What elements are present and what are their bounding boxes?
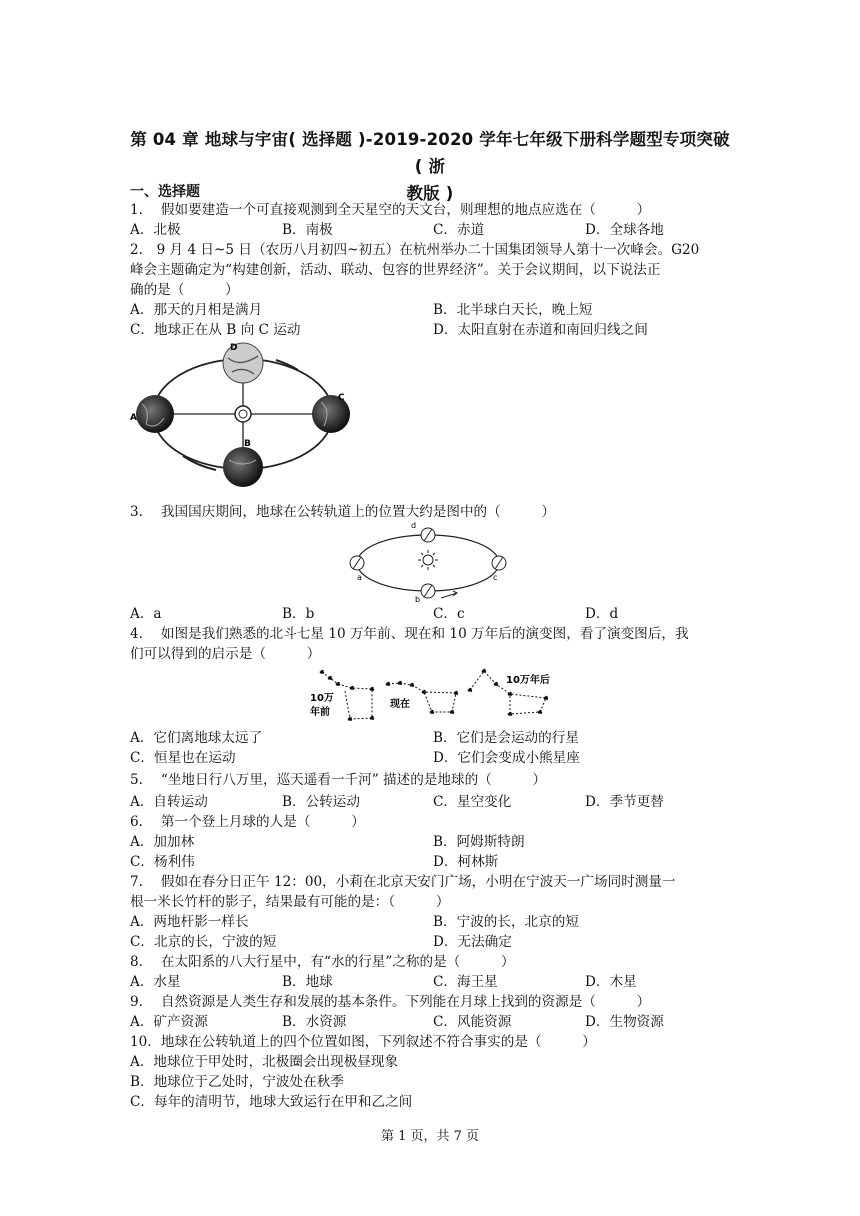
q3-label-a: a	[357, 573, 362, 582]
q3-label-b: b	[415, 595, 421, 604]
sun-icon	[418, 550, 438, 570]
q7-option-a: A．两地杆影一样长	[130, 914, 249, 930]
q9-option-d: D．生物资源	[585, 1014, 664, 1030]
q10-option-c: C．每年的清明节，地球大致运行在甲和乙之间	[130, 1094, 413, 1110]
q4-option-d: D．它们会变成小熊星座	[433, 750, 580, 766]
q8-option-c: C．海王星	[433, 974, 498, 990]
q6-option-d: D．柯林斯	[433, 854, 499, 870]
q4-stem-line-1: 4. 如图是我们熟悉的北斗七星 10 万年前、现在和 10 万年后的演变图，看了演变图后，我	[130, 626, 689, 642]
q9-option-c: C．风能资源	[433, 1014, 512, 1030]
q4-label-now: 现在	[390, 699, 410, 710]
q1-option-b: B．南极	[282, 222, 333, 238]
q3-label-d: d	[411, 521, 417, 530]
q10-option-b: B．地球位于乙处时，宁波处在秋季	[130, 1074, 344, 1090]
q5-option-c: C．星空变化	[433, 794, 512, 810]
document-title	[128, 126, 732, 207]
q2-label-b: B	[244, 439, 251, 449]
q3-earth-b	[421, 584, 435, 598]
q5-stem: 5. “坐地日行八万里，巡天遥看一千河” 描述的是地球的（ ）	[130, 772, 547, 788]
q4-option-b: B．它们是会运动的行星	[433, 730, 579, 746]
q3-option-b: B．b	[282, 606, 315, 622]
q2-orbit-figure	[128, 338, 358, 498]
q3-option-d: D．d	[585, 606, 619, 622]
q8-option-d: D．木星	[585, 974, 637, 990]
q6-option-a: A．加加林	[130, 834, 195, 850]
q1-stem: 1. 假如要建造一个可直接观测到全天星空的天文台，则理想的地点应选在（ ）	[130, 202, 651, 218]
q2-earth-a	[136, 395, 174, 433]
q2-stem-line-1: 2. 9 月 4 日~5 日（农历八月初四~初五）在杭州举办二十国集团领导人第十一次峰会。G20	[130, 242, 700, 258]
q1-option-c: C．赤道	[433, 222, 485, 238]
q7-stem-line-1: 7. 假如在春分日正午 12：00，小莉在北京天安门广场，小明在宁波天一广场同时测量一	[130, 874, 676, 890]
q2-stem-line-3: 确的是（ ）	[130, 282, 239, 298]
q2-label-c: C	[338, 393, 345, 403]
q3-direction-arrow	[441, 593, 457, 598]
q2-label-a: A	[130, 413, 137, 423]
q4-big-dipper-figure	[300, 664, 560, 726]
q10-stem: 10．地球在公转轨道上的四个位置如图，下列叙述不符合事实的是（ ）	[130, 1034, 596, 1050]
q2-option-c: C．地球正在从 B 向 C 运动	[130, 322, 301, 338]
q4-label-future: 10万年后	[506, 675, 550, 686]
q10-option-a: A．地球位于甲处时，北极圈会出现极昼现象	[130, 1054, 399, 1070]
q4-stem-line-2: 们可以得到的启示是（ ）	[130, 646, 321, 662]
q2-stem-line-2: 峰会主题确定为“构建创新，活动、联动、包容的世界经济”。关于会议期间，以下说法正	[130, 262, 661, 278]
q8-stem: 8. 在太阳系的八大行星中，有“水的行星”之称的是（ ）	[130, 954, 515, 970]
q6-option-b: B．阿姆斯特朗	[433, 834, 525, 850]
q9-option-b: B．水资源	[282, 1014, 347, 1030]
q2-earth-c	[223, 447, 263, 487]
page-footer: 第 1 页，共 7 页	[380, 1129, 480, 1144]
q2-option-b: B．北半球白天长，晚上短	[433, 302, 593, 318]
q4-label-past-1: 10万	[310, 693, 334, 704]
q4-option-c: C．恒星也在运动	[130, 750, 236, 766]
section-heading: 一、选择题	[130, 184, 200, 200]
q1-option-d: D．全球各地	[585, 222, 664, 238]
q8-option-b: B．地球	[282, 974, 333, 990]
title-line-2: 教版 )	[406, 184, 454, 203]
q3-earth-d	[421, 528, 435, 542]
q3-orbit-ellipse	[357, 535, 499, 591]
q3-earth-c	[492, 556, 506, 570]
q5-option-d: D．季节更替	[585, 794, 664, 810]
q8-option-a: A．水星	[130, 974, 181, 990]
q1-option-a: A．北极	[130, 222, 181, 238]
q3-option-c: C．c	[433, 606, 465, 622]
q7-option-c: C．北京的长，宁波的短	[130, 934, 277, 950]
q5-option-b: B．公转运动	[282, 794, 360, 810]
q3-label-c: c	[493, 573, 498, 582]
q9-option-a: A．矿产资源	[130, 1014, 208, 1030]
q2-arrow-top	[276, 360, 298, 370]
q4-label-past-2: 年前	[310, 707, 330, 718]
q2-option-d: D．太阳直射在赤道和南回归线之间	[433, 322, 648, 338]
q2-option-a: A．那天的月相是满月	[130, 302, 263, 318]
q4-option-a: A．它们离地球太远了	[130, 730, 263, 746]
q3-stem: 3. 我国国庆期间，地球在公转轨道上的位置大约是图中的（ ）	[130, 504, 556, 520]
q3-earth-a	[350, 556, 364, 570]
q3-option-a: A．a	[130, 606, 162, 622]
q7-option-b: B．宁波的长，北京的短	[433, 914, 579, 930]
title-line-1: 第 04 章 地球与宇宙( 选择题 )-2019-2020 学年七年级下册科学题型专项突破( 浙	[130, 130, 730, 176]
q9-stem: 9. 自然资源是人类生存和发展的基本条件。下列能在月球上找到的资源是（ ）	[130, 994, 651, 1010]
q7-option-d: D．无法确定	[433, 934, 512, 950]
q2-label-d: D	[230, 343, 238, 353]
sun-icon	[235, 406, 251, 422]
q2-earth-d	[223, 343, 263, 383]
q5-option-a: A．自转运动	[130, 794, 208, 810]
q6-stem: 6. 第一个登上月球的人是（ ）	[130, 814, 365, 830]
q3-orbit-figure	[345, 518, 515, 606]
q6-option-c: C．杨利伟	[130, 854, 195, 870]
q7-stem-line-2: 根一米长竹杆的影子，结果最有可能的是：（ ）	[130, 894, 450, 910]
